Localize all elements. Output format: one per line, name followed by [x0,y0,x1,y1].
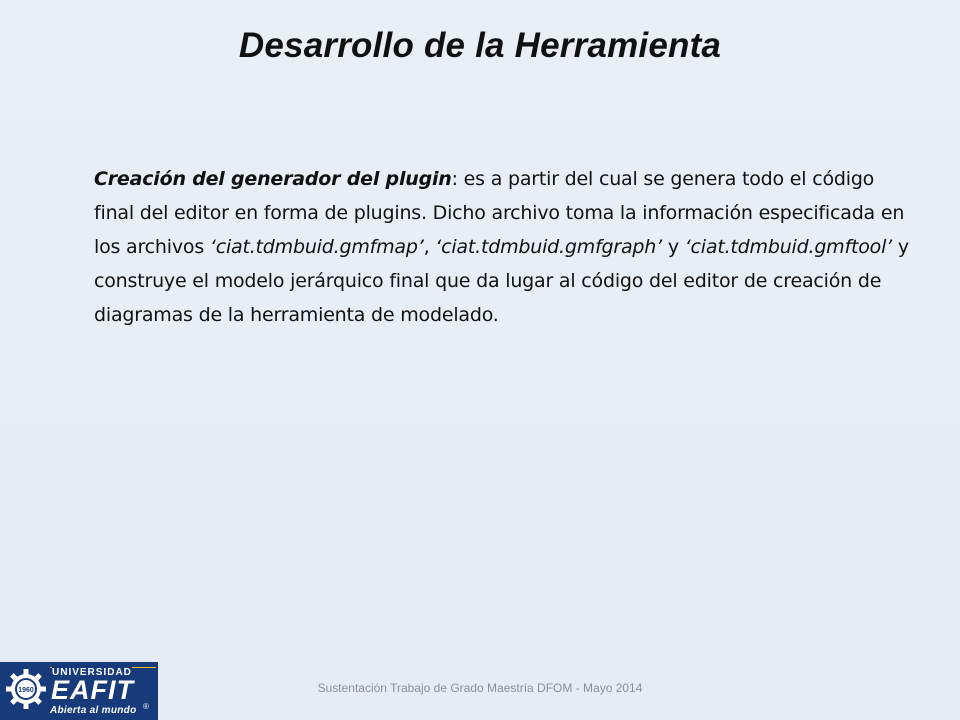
logo-registered-mark: ® [143,702,149,711]
slide-paragraph [94,162,914,332]
logo-university-label: UNIVERSIDAD [52,667,132,678]
term-label: Creación del generador del plugin [94,168,452,190]
slide-footer: Sustentación Trabajo de Grado Maestría DFOM - Mayo 2014 [317,681,643,695]
file-name-gmfgraph: ‘ciat.tdmbuid.gmfgraph’ [435,236,662,258]
logo-year: 1960 [18,687,34,694]
file-name-gmftool: ‘ciat.tdmbuid.gmftool’ [684,236,892,258]
gear-icon [4,667,48,711]
file-name-gmfmap: ‘ciat.tdmbuid.gmfmap’ [209,236,424,258]
separator-1: , [423,236,436,258]
paragraph-text-1: : es a partir del cual se genera todo el código final del editor en forma de plugins. Dicho archivo toma la información especificada en los archivos [94,168,905,258]
logo-name: EAFIT [51,675,134,705]
paragraph-text-2: y construye el modelo jerárquico final que da lugar al código del editor de creación de diagramas de la herramienta de modelado. [94,236,909,326]
slide-title: Desarrollo de la Herramienta [238,26,722,65]
logo-tagline: Abierta al mundo [50,705,137,716]
university-logo [0,662,158,720]
separator-2: y [661,236,685,258]
